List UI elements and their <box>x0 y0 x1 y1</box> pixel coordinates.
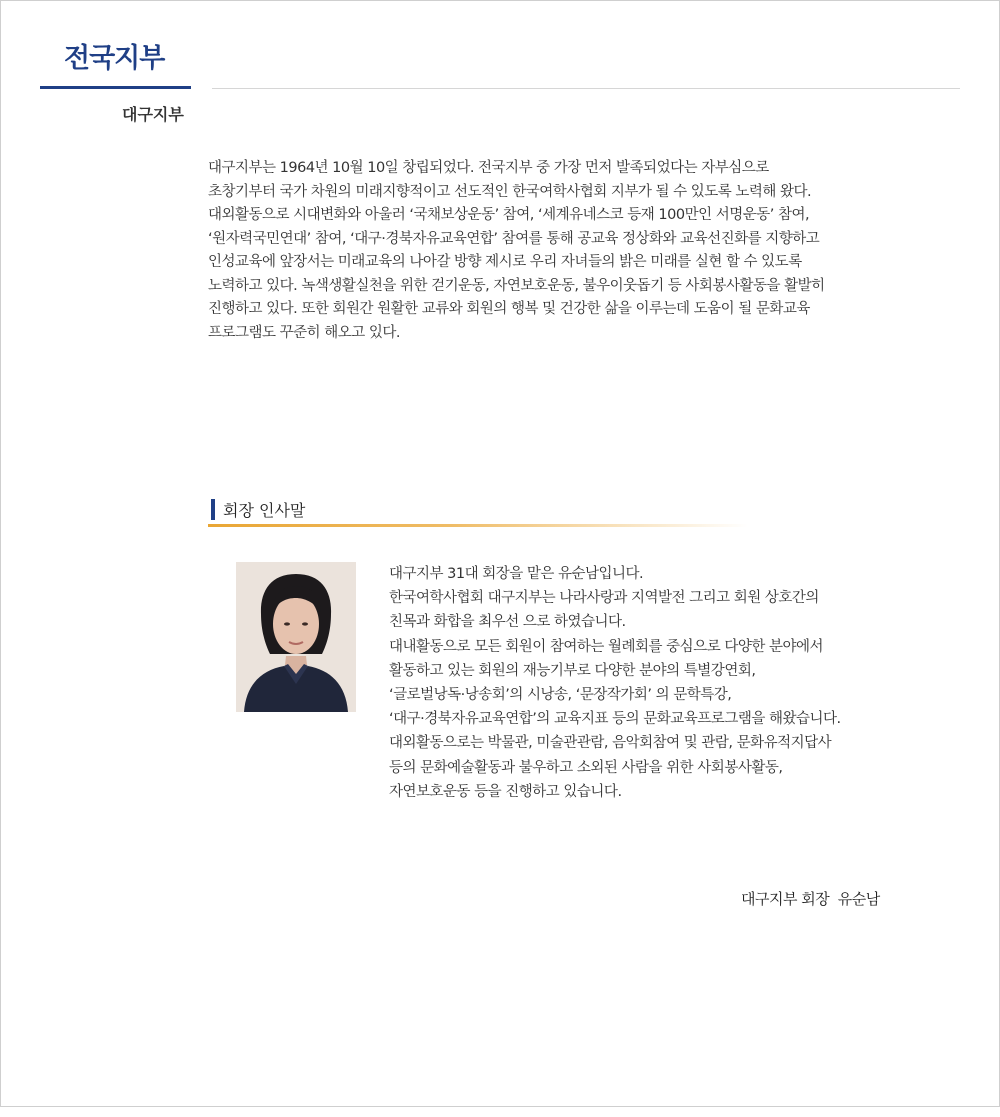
intro-line: 대구지부는 1964년 10월 10일 창립되었다. 전국지부 중 가장 먼저 발족되었다는 자부심으로 <box>208 160 769 176</box>
intro-paragraph <box>208 157 968 345</box>
greeting-line: ‘대구·경북자유교육연합’의 교육지표 등의 문화교육프로그램을 해왔습니다. <box>389 711 841 728</box>
greeting-line: 등의 문화예술활동과 불우하고 소외된 사람을 위한 사회봉사활동, <box>389 759 783 776</box>
intro-line: 초창기부터 국가 차원의 미래지향적이고 선도적인 한국여학사협회 지부가 될 수 있도록 노력해 왔다. <box>208 183 812 200</box>
intro-line: ‘원자력국민연대’ 참여, ‘대구·경북자유교육연합’ 참여를 통해 공교육 정상화와 교육선진화를 지향하고 <box>208 230 820 247</box>
greeting-line: 활동하고 있는 회원의 재능기부로 다양한 분야의 특별강연회, <box>389 662 756 679</box>
greeting-line: 자연보호운동 등을 진행하고 있습니다. <box>389 783 622 800</box>
greeting-line: 친목과 화합을 최우선 으로 하였습니다. <box>389 614 626 631</box>
portrait-illustration <box>236 562 356 712</box>
page-subtitle: 대구지부 <box>122 105 184 124</box>
greeting-line: 대내활동으로 모든 회원이 참여하는 월례회를 중심으로 다양한 분야에서 <box>389 638 823 655</box>
greeting-line: 대구지부 31대 회장을 맡은 유순남입니다. <box>389 566 644 582</box>
greeting-message <box>389 562 949 804</box>
greeting-line: 대외활동으로는 박물관, 미술관관람, 음악회참여 및 관람, 문화유적지답사 <box>389 735 832 752</box>
intro-line: 진행하고 있다. 또한 회원간 원활한 교류와 회원의 행복 및 건강한 삶을 이루는데 도움이 될 문화교육 <box>208 301 810 317</box>
greeting-section-heading <box>211 497 305 521</box>
greeting-line: 한국여학사협회 대구지부는 나라사랑과 지역발전 그리고 회원 상호간의 <box>389 590 819 607</box>
greeting-line: ‘글로벌낭독·낭송회’의 시낭송, ‘문장작가회’ 의 문학특강, <box>389 687 732 704</box>
president-signature: 대구지부 회장 유순남 <box>741 890 880 908</box>
heading-bar-icon <box>211 499 215 520</box>
intro-line: 대외활동으로 시대변화와 아울러 ‘국채보상운동’ 참여, ‘세계유네스코 등재 100만인 서명운동’ 참여, <box>208 207 810 223</box>
page-title: 전국지부 <box>64 43 165 74</box>
intro-line: 프로그램도 꾸준히 해오고 있다. <box>208 324 401 341</box>
title-underline <box>40 86 191 89</box>
intro-line: 노력하고 있다. 녹색생활실천을 위한 걷기운동, 자연보호운동, 불우이웃돕기 등 사회봉사활동을 활발히 <box>208 277 825 294</box>
intro-line: 인성교육에 앞장서는 미래교육의 나아갈 방향 제시로 우리 자녀들의 밝은 미래를 실현 할 수 있도록 <box>208 254 802 270</box>
greeting-title: 회장 인사말 <box>223 500 306 520</box>
greeting-underline <box>208 524 748 527</box>
header-divider <box>212 88 960 89</box>
president-portrait <box>236 562 356 712</box>
